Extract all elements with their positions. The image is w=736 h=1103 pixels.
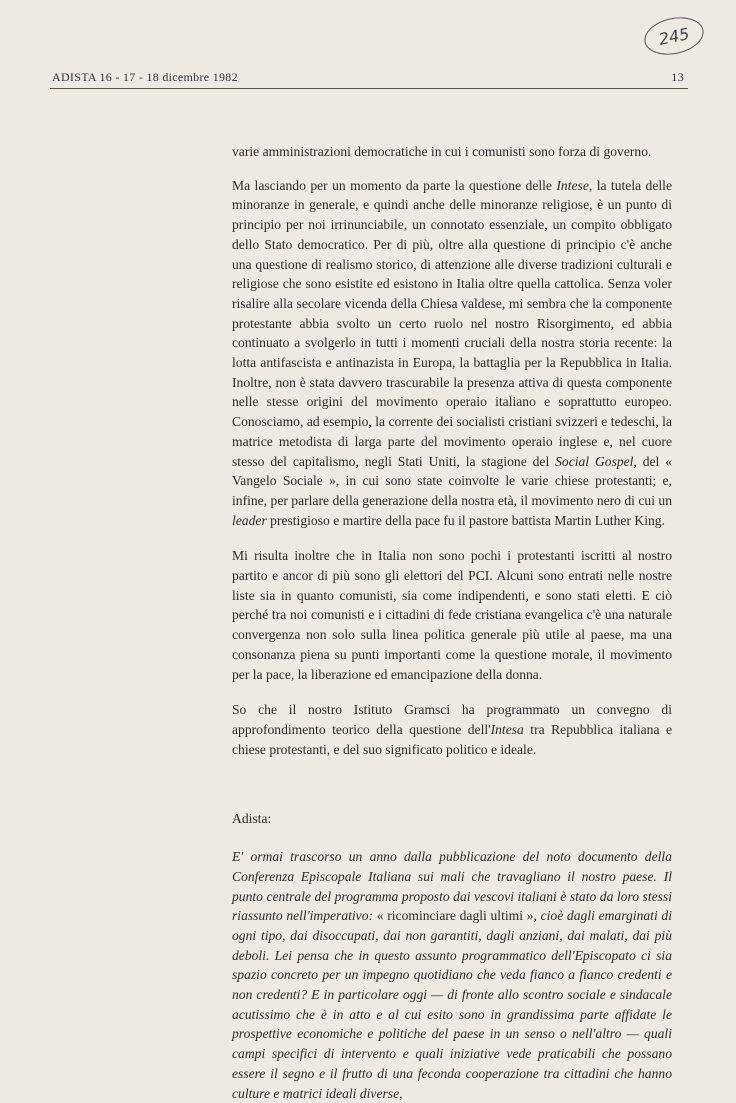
italic-term: Intese [556,177,589,193]
interview-question [232,847,672,1103]
text-run: So che il nostro Istituto Gramsci ha programmato un convegno di approfondimento teorico della questione dell' [232,702,672,737]
quoted-phrase: « ricominciare dagli ultimi », [376,908,537,924]
italic-term: Intesa [490,721,524,737]
text-run: Ma lasciando per un momento da parte la questione delle [232,177,557,193]
text-run: , del « Vangelo Sociale », in cui sono state coinvolte le varie chiese protestanti; e, infine, per parlare della generazione della nostra età, il movimento nero di cui un [232,453,673,508]
paragraph [232,176,672,531]
italic-term: leader [232,512,267,528]
italic-term: Social Gospel [555,453,634,469]
header-rule [50,88,688,89]
text-run: tra Repubblica italiana e chiese protestanti, e del suo significato politico e ideale. [232,721,672,757]
header-publication: ADISTA 16 - 17 - 18 dicembre 1982 [52,70,238,84]
article-body [232,142,672,1103]
text-run: prestigioso e martire della pace fu il pastore battista Martin Luther King. [266,512,665,528]
paragraph [232,700,672,759]
text-run: , la tutela delle minoranze in generale, e quindi anche delle minoranze religiose, è un punto di principio per noi irrinunciabile, un connotato essenziale, un compito obbligato dello Stato democratico. Per di più, oltre alla questione di principio c'è anche una questione di realismo storico, di attenzione alle diverse tradizioni culturali e religiose che sono esistite ed esistono in Italia oltre quella cattolica. Senza voler risalire alla secolare vicenda della Chiesa valdese, mi sembra che la componente protestante abbia svolto un certo ruolo nel nostro Risorgimento, ed abbia continuato a svolgerlo in tutti i momenti cruciali della nostra storia recente: la lotta antifascista e antinazista in Europa, la battaglia per la Repubblica in Italia. Inoltre, non è stata davvero trascurabile la presenza attiva di questa componente nelle stesse origini del movimento operaio italiano e soprattutto europeo. Conosciamo, ad esempio, la corrente dei socialisti cristiani svizzeri e tedeschi, la matrice metodista di larga parte del movimento operaio inglese e, nel cuore stesso del capitalismo, negli Stati Uniti, la stagione del [232,177,672,469]
paragraph: Mi risulta inoltre che in Italia non sono pochi i protestanti iscritti al nostro partito e ancor di più sono gli elettori del PCI. Alcuni sono entrati nelle nostre liste sia in quanto comunisti, sia come indipendenti, e sono stati eletti. E ciò perché tra noi comunisti e i cittadini di fede cristiana evangelica c'è una naturale convergenza non solo sulla linea politica generale più utile al paese, ma una consonanza piena su punti importanti come la questione morale, il movimento per la pace, la liberazione ed emancipazione della donna. [232,548,672,682]
paragraph: varie amministrazioni democratiche in cui i comunisti sono forza di governo. [232,144,652,159]
archive-stamp: 245 [641,12,707,60]
text-run: cioè dagli emarginati di ogni tipo, dai disoccupati, dai non garantiti, dagli anziani, dai malati, dai più deboli. Lei pensa che in questo assunto programmatico dell'Episcopato ci sia spazio concreto per un impegno quotidiano che veda fianco a fianco credenti e non credenti? E in particolare oggi — di fronte allo scontro sociale e sindacale acutissimo che è in atto e al cui esito sono in grandissima parte affidate le prospettive economiche e politiche del paese in un senso o nell'altro — quali campi specifici di intervento e quali iniziative vede praticabili che possano essere il segno e il frutto di una feconda cooperazione tra cittadini che hanno culture e matrici ideali diverse, [232,908,673,1101]
interviewer-label: Adista: [232,811,272,827]
page-number: 13 [671,70,684,84]
text-run: E' ormai trascorso un anno dalla pubblicazione del noto documento della Conferenza Episcopale Italiana sui mali che travagliano il nostro paese. Il punto centrale del programma proposto dai vescovi italiani è stato da loro stessi riassunto nell'imperativo: [232,849,672,924]
